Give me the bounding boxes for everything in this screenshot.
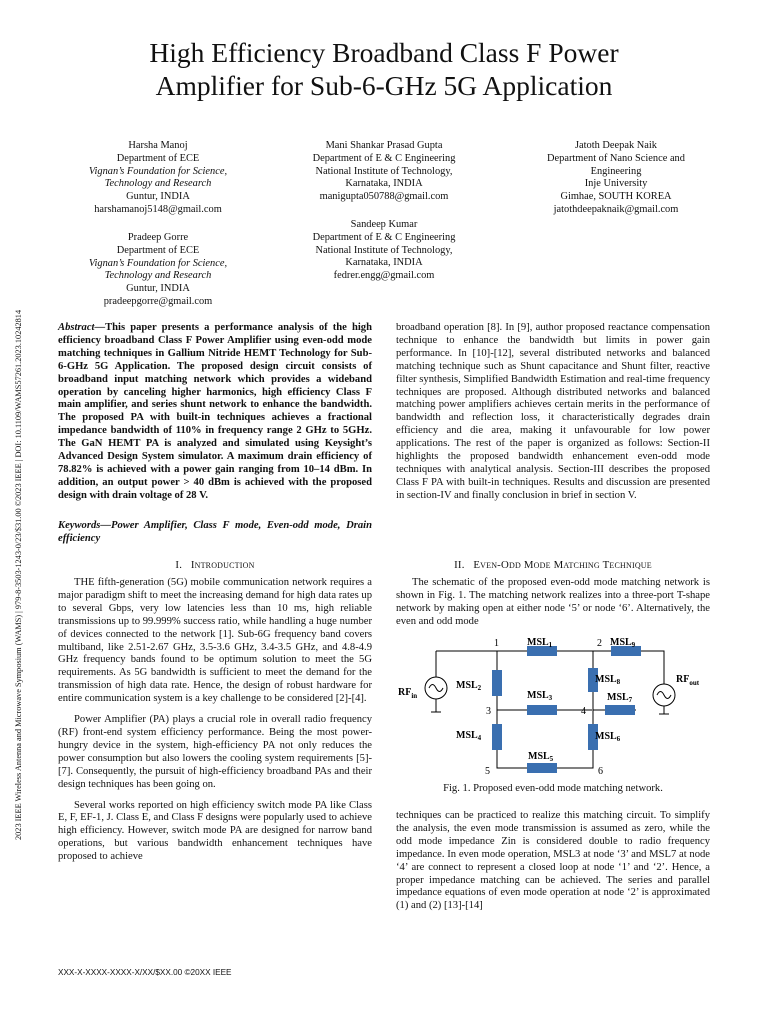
section-2-continued xyxy=(396,810,710,913)
author-email: pradeepgorre@gmail.com xyxy=(103,295,213,307)
figure-1-schematic xyxy=(396,632,710,780)
author-name: Sandeep Kumar xyxy=(350,219,418,230)
footer-copyright: XXX-X-XXXX-XXXX-X/XX/$XX.00 ©20XX IEEE xyxy=(58,968,232,977)
sidebar-citation-text: 2023 IEEE Wireless Antenna and Microwave Symposium (WAMS) | 979-8-3503-1243-0/23/$31.00 ©2023 IEEE | DOI: 10.1109/WAMS57261.2023.10242814 xyxy=(14,309,23,840)
author-dept: Department of ECE xyxy=(116,244,200,256)
paragraph: The schematic of the proposed even-odd mode matching network is shown in Fig. 1. The matching network realizes into a three-port T-shape network by making open at either node ‘5’ or node ‘6’. Alternatively, the even and odd mode xyxy=(396,577,710,627)
paragraph: Several works reported on high efficiency switch mode PA like Class E, F, EF-1, J. Class E, and Class F designs were popularly used to achieve high efficiency. However, switch mode PA are designed for narrow band operations, but various bandwidth enhancement techniques have proposed to achieve xyxy=(58,799,372,863)
node-3-label: 3 xyxy=(486,706,491,717)
author-block-4 xyxy=(58,232,258,309)
author-block-5 xyxy=(284,219,484,283)
paragraph: broadband operation [8]. In [9], author proposed reactance compensation technique to enhance the bandwidth but limits in power gain performance. In [10]-[12], several distributed networks and balanced matching technique such as Shunt capacitance and Shunt filter, reactive filter synthesis, Simplified Bandwidth Estimation and real-time frequency techniques are proposed. Although distributed networks and balanced matching power amplifiers achieves certain merits in the performance of bandwidth and reflection loss, it characteristically degrades drain efficiency and die area, making it unfavourable for low power applications. The rest of the paper is organized as follows: Section-II highlights the proposed bandwidth enhancement even-odd mode techniques with analytical analysis. Section-III describes the proposed Class F PA with built-in techniques. Results and discussion are presented in section-IV and finally conclusion in brief in section V. xyxy=(396,322,710,501)
msl8-label: $MSL_8$ xyxy=(595,674,621,686)
author-location: Guntur, INDIA xyxy=(126,191,190,203)
figure-1-caption: Fig. 1. Proposed even-odd mode matching network. xyxy=(443,783,663,794)
author-location: Karnataka, INDIA xyxy=(345,178,423,190)
author-location: Karnataka, INDIA xyxy=(345,257,423,269)
paragraph: THE fifth-generation (5G) mobile communication network requires a major paradigm shift to meet the increasing demand for high data rates up to several Gbps, very low latencies less than 10 ms, high reliable transmissions up to 99.999% success ratio, while handling a huge number of devices connected to the network [1]. Sub-6G frequency band covers multiband, like 2.51-2.67 GHz, 3.5-3.6 GHz, 3.4-3.5 GHz, and 4.8-4.9 GHz frequency bands found to be optimum solution to meet the 5G requirements. As 5G bandwidth is sufficient to meet the demand for the transmission of high data rate. Hence, the design of robust hardware for entire communication system is a key challenge to be considered [2]-[4]. xyxy=(58,577,372,705)
author-block-3 xyxy=(516,140,716,217)
paragraph: techniques can be practiced to realize this matching circuit. To simplify the analysis, the even mode transmission is assumed as zero, while the odd mode impedance Zin is considered double to radio frequency impedance. In even mode operation, MSL3 at node ‘3’ and MSL7 at node ‘4’ are connect to represent a closed loop at node ‘1’ and ‘2’. Hence, a proper impedance matching can be achieved. The series and parallel impedance equations of even mode operation at node ‘2’ is approximated (1) and (2) [13]-[14] xyxy=(396,810,710,912)
author-location: Gimhae, SOUTH KOREA xyxy=(560,191,672,203)
author-inst: National Institute of Technology, xyxy=(315,244,453,256)
msl9-label: $MSL_9$ xyxy=(610,637,636,649)
author-email: manigupta050788@gmail.com xyxy=(319,191,449,203)
author-email: fedrer.engg@gmail.com xyxy=(333,270,435,282)
node-1-label: 1 xyxy=(494,638,499,649)
msl1-label: $MSL_1$ xyxy=(527,637,553,649)
intro-continued xyxy=(396,322,710,503)
msl3-label: $MSL_3$ xyxy=(527,690,553,702)
author-location: Guntur, INDIA xyxy=(126,283,190,295)
msl2-block xyxy=(492,670,502,696)
abstract-text: —This paper presents a performance analysis of the high efficiency broadband Class F Power Amplifier using even-odd mode matching techniques in Gallium Nitride HEMT Technology for Sub-6-GHz 5G Application. The proposed design circuit consists of broadband input matching network which provides a wideband operation by canceling higher harmonics, high efficiency Class F main amplifier, and series shunt network to enhance the bandwidth. The proposed PA with built-in techniques achieves a fractional impedance bandwidth of 110% in frequency range 2 GHz to 5GHz. The GaN HEMT PA is analyzed and simulated using Keysight’s Advanced Design System simulator. A maximum drain efficiency of 78.82% is achieved with a power gain ranging from 10–14 dBm. In addition, an output power > 40 dBm is achieved with the proposed design with drain voltage of 28 V. xyxy=(58,322,372,501)
author-inst: Inje University xyxy=(584,178,648,190)
author-dept-2: Engineering xyxy=(590,165,642,177)
author-inst-2: Technology and Research xyxy=(104,178,212,190)
author-inst: Vignan’s Foundation for Science, xyxy=(88,165,228,177)
section-2-heading xyxy=(396,559,710,571)
msl5-block xyxy=(527,763,557,773)
msl4-label: $MSL_4$ xyxy=(456,730,482,742)
section-1-number: I. xyxy=(175,559,183,571)
section-1-body xyxy=(58,577,372,864)
msl2-label: $MSL_2$ xyxy=(456,680,482,692)
rf-out-label: $RF_{out}$ xyxy=(676,674,700,687)
author-name: Pradeep Gorre xyxy=(127,232,189,243)
sidebar-citation xyxy=(14,200,28,840)
node-4-label: 4 xyxy=(581,706,586,717)
node-2-label: 2 xyxy=(597,638,602,649)
keywords xyxy=(58,520,372,546)
paper-title xyxy=(60,36,708,102)
title-line-2: Amplifier for Sub-6-GHz 5G Application xyxy=(155,70,613,101)
msl7-block xyxy=(605,705,635,715)
paragraph: Power Amplifier (PA) plays a crucial role in overall radio frequency (RF) front-end system efficiency performance. Being the most power-hungry device in the system, high-efficiency PA not only reduces the power consumption but also lowers the cooling system requirements [5]-[7]. Consequently, the pursuit of high-efficiency broadband PAs and their design techniques has been going on. xyxy=(58,714,372,790)
author-inst: National Institute of Technology, xyxy=(315,165,453,177)
msl7-label: $MSL_7$ xyxy=(607,692,633,704)
author-dept: Department of Nano Science and xyxy=(547,152,685,164)
msl3-block xyxy=(527,705,557,715)
author-name: Jatoth Deepak Naik xyxy=(575,140,657,151)
author-name: Mani Shankar Prasad Gupta xyxy=(325,140,443,151)
author-email: jatothdeepaknaik@gmail.com xyxy=(553,203,679,215)
author-dept: Department of E & C Engineering xyxy=(312,231,456,243)
section-2-body xyxy=(396,577,710,629)
node-6-label: 6 xyxy=(598,766,603,777)
author-dept: Department of ECE xyxy=(116,152,200,164)
node-5-label: 5 xyxy=(485,766,490,777)
section-1-heading xyxy=(58,559,372,571)
author-block-2 xyxy=(284,140,484,204)
author-inst-2: Technology and Research xyxy=(104,270,212,282)
section-2-title: Even-Odd Mode Matching Technique xyxy=(473,559,652,571)
author-block-1 xyxy=(58,140,258,217)
author-email: harshamanoj5148@gmail.com xyxy=(94,203,222,215)
msl5-label: $MSL_5$ xyxy=(528,751,554,763)
author-inst: Vignan’s Foundation for Science, xyxy=(88,257,228,269)
msl6-label: $MSL_6$ xyxy=(595,731,621,743)
rf-in-label: $RF_{in}$ xyxy=(398,687,418,700)
section-1-title: Introduction xyxy=(190,559,255,571)
author-dept: Department of E & C Engineering xyxy=(312,152,456,164)
keywords-text: Keywords—Power Amplifier, Class F mode, Even-odd mode, Drain efficiency xyxy=(58,520,372,544)
msl4-block xyxy=(492,724,502,750)
abstract-lead: Abstract xyxy=(58,322,95,333)
author-name: Harsha Manoj xyxy=(128,140,188,151)
section-2-number: II. xyxy=(454,559,465,571)
title-line-1: High Efficiency Broadband Class F Power xyxy=(149,37,619,68)
abstract xyxy=(58,322,372,503)
